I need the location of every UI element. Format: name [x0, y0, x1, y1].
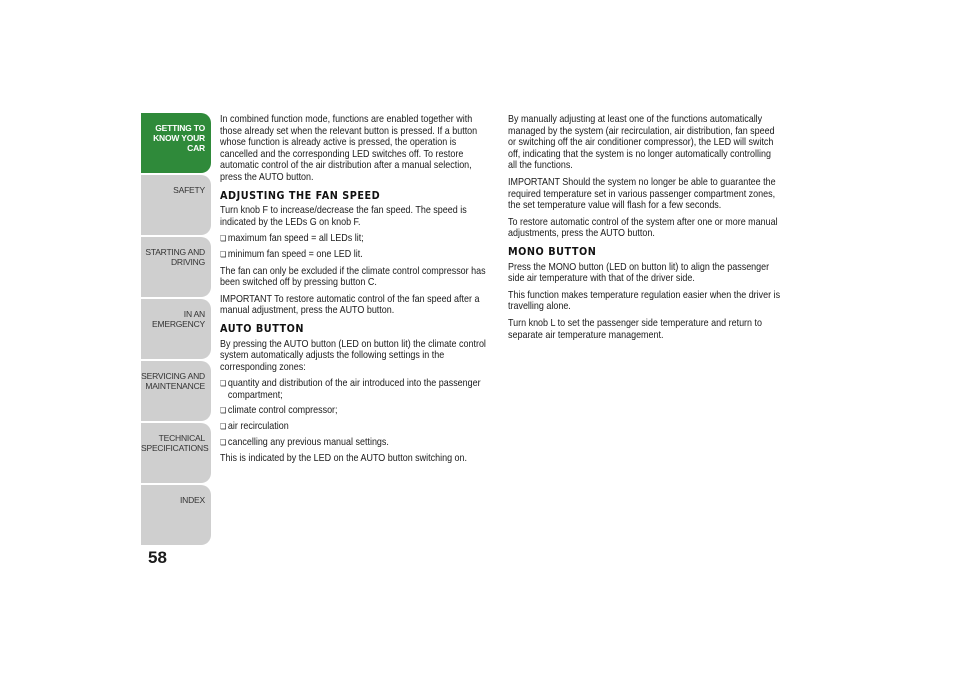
fan-speed-list [220, 233, 493, 260]
auto-button-paragraph: By pressing the AUTO button (LED on button lit) the climate control system automatically adjusts the following settings in the corresponding zones: [220, 338, 486, 373]
tab-starting-and-driving[interactable] [141, 237, 211, 297]
page-number: 58 [148, 548, 167, 567]
tab-safety[interactable] [141, 175, 211, 235]
left-column [220, 114, 493, 470]
auto-button-heading: AUTO BUTTON [220, 321, 305, 335]
fan-speed-heading: ADJUSTING THE FAN SPEED [220, 188, 381, 202]
tab-label: SAFETY [173, 185, 205, 195]
important-paragraph: IMPORTANT Should the system no longer be able to guarantee the required temperature set in various passenger compartment zones, the set temperature value will flash for a few seconds. [508, 176, 776, 212]
tab-label: STARTING AND DRIVING [145, 247, 205, 267]
manual-adjust-paragraph: By manually adjusting at least one of the functions automatically managed by the system (air recirculation, air distribution, fan speed or switching off the air conditioner compressor), the LED will switch off, indicating that the system is no longer automatically controlling all the functions. [508, 114, 775, 172]
auto-indicated-paragraph: This is indicated by the LED on the AUTO button switching on. [220, 453, 468, 465]
list-item: ❏ cancelling any previous manual settings. [220, 437, 493, 449]
list-item: ❏ climate control compressor; [220, 405, 493, 417]
tab-label: TECHNICAL SPECIFICATIONS [141, 433, 209, 453]
right-column [508, 114, 781, 346]
mono-button-heading: MONO BUTTON [508, 244, 597, 258]
chapter-tabs [141, 113, 211, 547]
list-item: ❏ quantity and distribution of the air introduced into the passenger compartment; [220, 378, 493, 401]
auto-button-list [220, 378, 493, 448]
tab-in-an-emergency[interactable] [141, 299, 211, 359]
list-item: ❏ maximum fan speed = all LEDs lit; [220, 233, 493, 245]
tab-servicing-and-maintenance[interactable] [141, 361, 211, 421]
mono-knob-paragraph: Turn knob L to set the passenger side temperature and return to separate air temperature management. [508, 317, 763, 341]
tab-label: IN AN EMERGENCY [152, 309, 205, 329]
restore-paragraph: To restore automatic control of the system after one or more manual adjustments, press the AUTO button. [508, 216, 778, 240]
fan-excluded-paragraph: The fan can only be excluded if the climate control compressor has been switched off by pressing button C. [220, 265, 486, 289]
tab-label: SERVICING AND MAINTENANCE [141, 371, 205, 391]
tab-label: GETTING TO KNOW YOUR CAR [153, 123, 205, 153]
tab-getting-to-know-your-car[interactable] [141, 113, 211, 173]
mono-easier-paragraph: This function makes temperature regulation easier when the driver is travelling alone. [508, 289, 781, 313]
tab-index[interactable] [141, 485, 211, 545]
tab-technical-specifications[interactable] [141, 423, 211, 483]
fan-speed-paragraph: Turn knob F to increase/decrease the fan speed. The speed is indicated by the LEDs G on knob F. [220, 205, 467, 228]
mono-paragraph: Press the MONO button (LED on button lit) to align the passenger side air temperature with that of the driver side. [508, 261, 770, 285]
list-item: ❏ air recirculation [220, 421, 493, 433]
intro-paragraph: In combined function mode, functions are enabled together with those already set when the relevant button is pressed. If a button whose function is already active is pressed, the operation is cancelled and the corresponding LED switches off. To restore automatic control of the air distribution after a manual selection, press the AUTO button. [220, 114, 478, 183]
list-item: ❏ minimum fan speed = one LED lit. [220, 249, 493, 261]
fan-important-paragraph: IMPORTANT To restore automatic control of the fan speed after a manual adjustment, press the AUTO button. [220, 293, 480, 317]
tab-label: INDEX [180, 495, 205, 505]
